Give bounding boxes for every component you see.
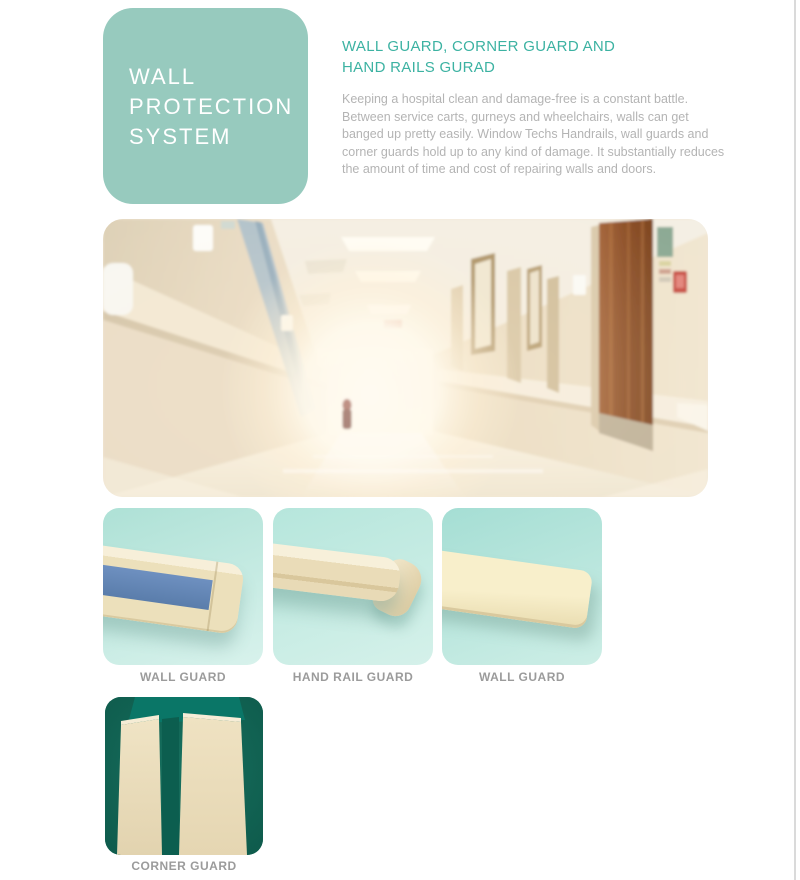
- page-edge-line: [794, 0, 796, 880]
- corridor-illustration: [103, 219, 708, 497]
- brand-line-1: WALL: [129, 64, 197, 89]
- product-image-hand-rail-guard: [273, 508, 433, 665]
- wall-protection-system-box: [103, 8, 308, 204]
- wall-guard-rail-graphic: [103, 543, 245, 635]
- wall-guard-blue-stripe: [103, 562, 213, 610]
- product-image-wall-guard-2: [442, 508, 602, 665]
- hand-rail-graphic: [273, 541, 402, 603]
- product-label-wall-guard-2: WALL GUARD: [478, 670, 566, 684]
- section-body-text: Keeping a hospital clean and damage-free is a constant battle. Between service carts, gurneys and wheelchairs, walls can get banged up pretty easily. Window Techs Handrails, wall guards and corner guards hold up to any kind of damage. It substantially reduces the amount of time and cost of repairing walls and doors.: [342, 92, 725, 176]
- product-label-corner-guard: CORNER GUARD: [131, 859, 237, 873]
- corner-guard-graphic: [105, 697, 263, 855]
- section-heading-line-1: WALL GUARD, CORNER GUARD AND: [342, 38, 616, 55]
- product-image-corner-guard: [105, 697, 263, 855]
- flat-wall-guard-graphic: [442, 549, 593, 630]
- brand-line-2: PROTECTION: [129, 94, 294, 119]
- product-label-wall-guard-1: WALL GUARD: [139, 670, 227, 684]
- brand-line-3: SYSTEM: [129, 124, 232, 149]
- product-label-hand-rail-guard: HAND RAIL GUARD: [292, 670, 414, 684]
- hospital-corridor-photo: [103, 219, 708, 497]
- section-heading-line-2: HAND RAILS GURAD: [342, 59, 496, 76]
- intro-section: [342, 36, 737, 179]
- product-image-wall-guard-1: [103, 508, 263, 665]
